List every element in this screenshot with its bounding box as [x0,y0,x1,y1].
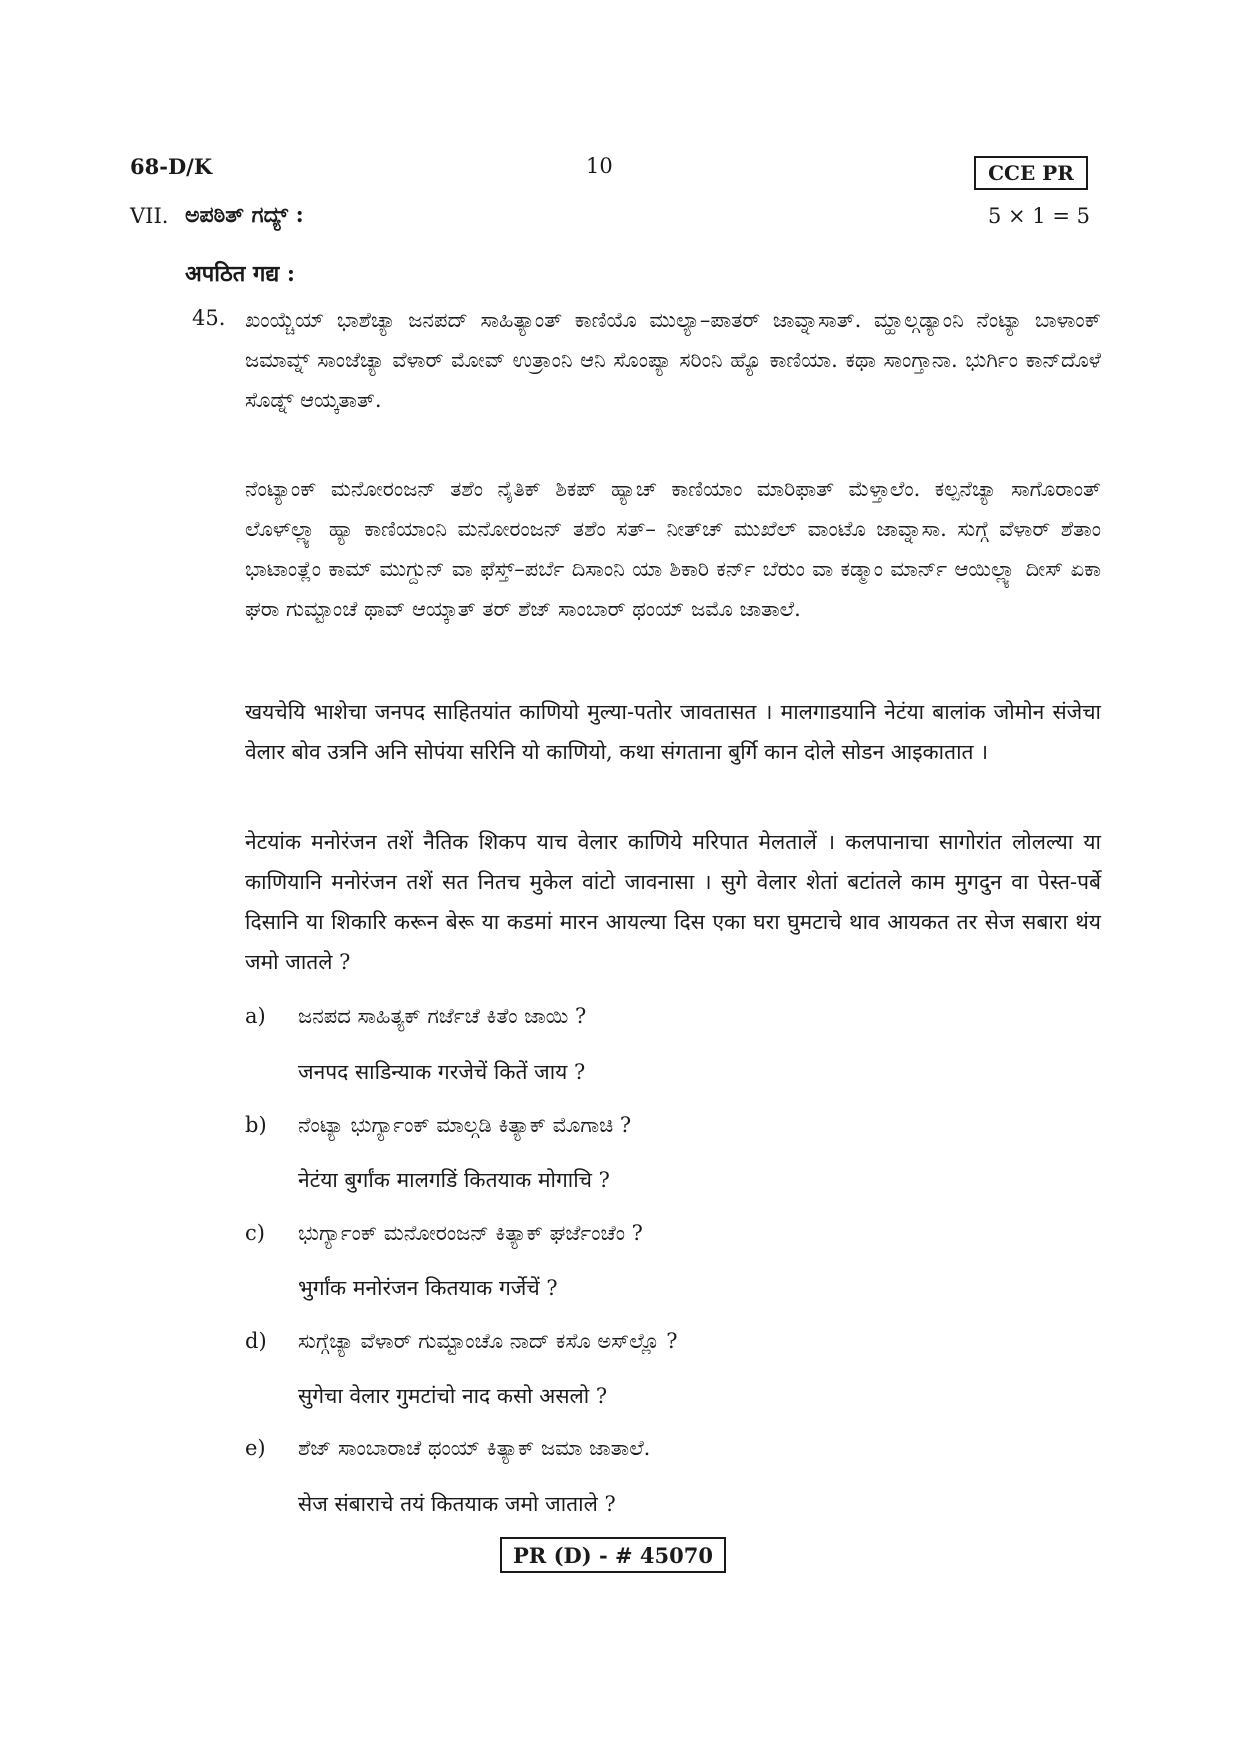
question-number: 45. [192,306,226,330]
subq-b-devanagari: नेटंया बुर्गांक मालगडिं कितयाक मोगाचि ? [298,1168,610,1192]
section-title-kannada: ಅಪಠಿತ್ ಗದ್ಯ್ : [185,202,304,228]
passage-kannada-2: ನೆಂಟ್ಯಾಂಕ್ ಮನೋರಂಜನ್ ತಶೆಂ ನೈತಿಕ್ ಶಿಕಪ್ ಹ್ಯಾಚ್ ಕಾಣಿಯಾಂ ಮಾರಿಫಾತ್ ಮೆಳ್ತಾಲೆಂ. ಕಲ್ಪನೆಚ್ಯಾ ಸಾಗೊರಾಂತ್ ಲೊಳ್‌ಲ್ಲ್ಯಾ ಹ್ಯಾ ಕಾಣಿಯಾಂನಿ ಮನೋರಂಜನ್ ತಶೆಂ ಸತ್– ನೀತ್‌ಚ್ ಮುಖೆಲ್ ವಾಂಟೊ ಜಾವ್ನಾಸಾ. ಸುಗ್ಗೆ ವೆಳಾರ್ ಶೆತಾಂ ಭಾಟಾಂತ್ಲೆಂ ಕಾಮ್ ಮುಗ್ದುನ್ ವಾ ಫೆಸ್ತ್–ಪರ್ಬೆ ದಿಸಾಂನಿ ಯಾ ಶಿಕಾರಿ ಕರ್ನ್ ಬೆರುಂ ವಾ ಕಡ್ಮಾಂ ಮಾರ್ನ್ ಆಯಿಲ್ಲ್ಯಾ ದೀಸ್ ಏಕಾ ಘರಾ ಗುಮ್ಟಾಂಚೆ ಥಾವ್ ಆಯ್ಕಾತ್ ತರ್ ಶೆಜ್ ಸಾಂಬಾರ್ ಥಂಯ್ ಜಮೊ ಜಾತಾಲೆ. [245,477,1101,621]
footer-code: PR (D) - # 45070 [500,1537,726,1573]
subq-b-kannada: ನೆಂಟ್ಯಾ ಭುರ್ಗ್ಯಾಂಕ್ ಮಾಲ್ಗಡಿ ಕಿತ್ಯಾಕ್ ಮೊಗಾಚಿ ? [298,1113,632,1137]
paper-code: 68-D/K [130,154,213,179]
section-marks: 5 × 1 = 5 [988,204,1090,228]
section-title-devanagari: अपठित गद्य : [185,261,296,287]
subq-d-devanagari: सुगेचा वेलार गुमटांचो नाद कसो असलो ? [298,1384,608,1408]
subq-c-label: c) [245,1221,265,1245]
passage-devanagari-2: नेटयांक मनोरंजन तशें नैतिक शिकप याच वेलार काणिये मरिपात मेलतालें । कलपानाचा सागोरांत लोलल्या या काणियानि मनोरंजन तशें सत नितच मुकेल वांटो जावनासा । सुगे वेलार शेतां बटांतले काम मुगदुन वा पेस्त-पर्बे दिसानि या शिकारि करून बेरू या कडमां मारन आयल्या दिस एका घरा घुमटाचे थाव आयकत तर सेज सबारा थंय जमो जातले ? [245,830,1101,974]
subq-e-label: e) [245,1436,266,1460]
exam-badge: CCE PR [974,156,1088,190]
subq-a-kannada: ಜನಪದ ಸಾಹಿತ್ಯಕ್ ಗರ್ಜೆಚೆ ಕಿತೆಂ ಜಾಯಿ ? [298,1004,587,1028]
subq-c-devanagari: भुर्गांक मनोरंजन कितयाक गर्जेचें ? [298,1276,558,1300]
subq-d-kannada: ಸುಗ್ಗೆಚ್ಯಾ ವೆಳಾರ್ ಗುಮ್ಟಾಂಚೊ ನಾದ್ ಕಸೊ ಅಸ್‌ಲ್ಲೊ ? [298,1329,678,1353]
subq-a-label: a) [245,1004,266,1028]
subq-e-devanagari: सेज संबाराचे तयं कितयाक जमो जाताले ? [298,1492,616,1516]
subq-a-devanagari: जनपद साडिन्याक गरजेचें कितें जाय ? [298,1060,586,1084]
subq-c-kannada: ಭುರ್ಗ್ಯಾಂಕ್ ಮನೋರಂಜನ್ ಕಿತ್ಯಾಕ್ ಘರ್ಜೆಂಚೆಂ ? [298,1221,643,1245]
subq-b-label: b) [245,1113,267,1137]
passage-devanagari-1: खयचेयि भाशेचा जनपद साहितयांत काणियो मुल्या-पतोर जावतासत । मालगाडयानि नेटंया बालांक जोमोन संजेचा वेलार बोव उत्रनि अनि सोपंया सरिनि यो काणियो, कथा संगताना बुर्गि कान दोले सोडन आइकातात । [245,700,1101,764]
subq-e-kannada: ಶೆಜ್ ಸಾಂಬಾರಾಚೆ ಥಂಯ್ ಕಿತ್ಯಾಕ್ ಜಮಾ ಜಾತಾಲೆ. [298,1436,651,1460]
page-number: 10 [586,154,613,178]
passage-kannada-1: ಖಂಯ್ಚೆಯ್ ಭಾಶೆಚ್ಯಾ ಜನಪದ್ ಸಾಹಿತ್ಯಾಂತ್ ಕಾಣಿಯೊ ಮುಲ್ಯಾ–ಪಾತರ್ ಜಾವ್ನಾಸಾತ್. ಮ್ಹಾಲ್ಗಡ್ಯಾಂನಿ ನೆಂಟ್ಯಾ ಬಾಳಾಂಕ್ ಜಮಾವ್ನ್ ಸಾಂಜೆಚ್ಯಾ ವೆಳಾರ್ ಮೋವ್ ಉತ್ರಾಂನಿ ಆನಿ ಸೊಂಪ್ಯಾ ಸರಿಂನಿ ಹ್ಯೊ ಕಾಣಿಯಾ. ಕಥಾ ಸಾಂಗ್ತಾನಾ. ಭುರ್ಗಿಂ ಕಾನ್‌ದೊಳೆ ಸೊಡ್ನ್ ಆಯ್ಕತಾತ್. [245,308,1101,412]
section-number: VII. [130,204,169,228]
subq-d-label: d) [245,1329,267,1353]
